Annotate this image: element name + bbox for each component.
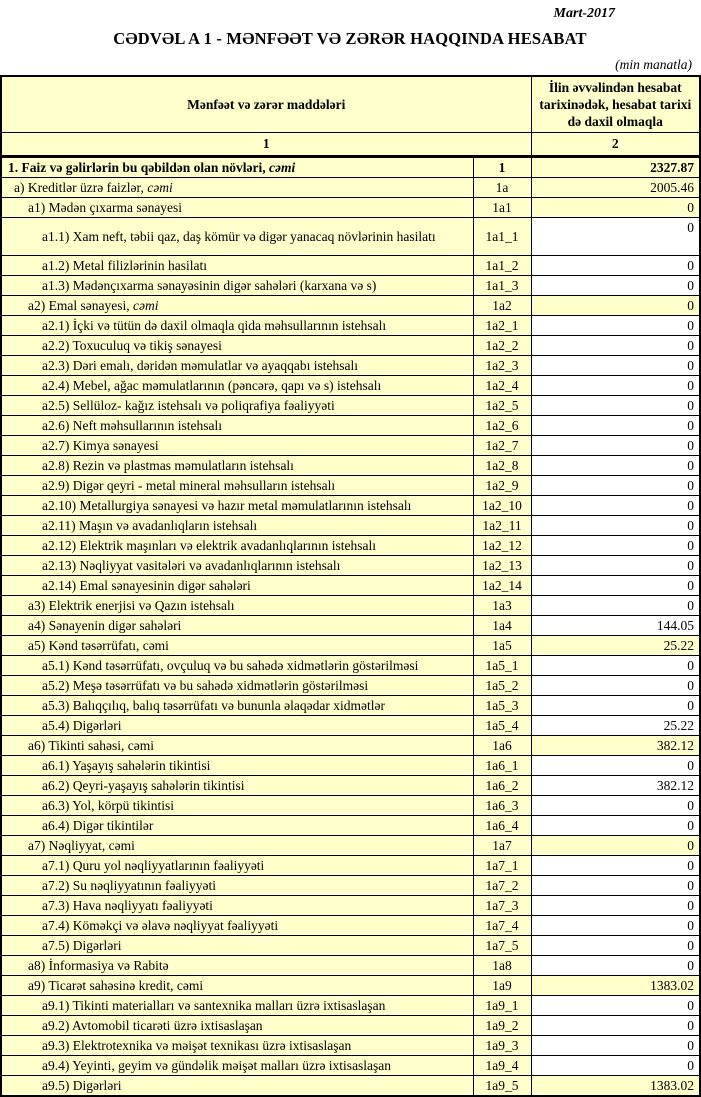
item-value-cell: 0 bbox=[531, 936, 700, 956]
item-label-cell bbox=[1, 856, 473, 876]
item-label: a) Kreditlər üzrə faizlər, bbox=[14, 180, 148, 195]
item-value-cell: 0 bbox=[531, 516, 700, 536]
item-label: a5.4) Digərləri bbox=[42, 718, 122, 733]
item-code-cell: 1a9 bbox=[473, 976, 531, 996]
table-row bbox=[1, 636, 700, 656]
item-label-cell bbox=[1, 876, 473, 896]
item-code-cell: 1a1_1 bbox=[473, 218, 531, 256]
table-row bbox=[1, 157, 700, 178]
item-label-cell bbox=[1, 536, 473, 556]
item-label-cell bbox=[1, 836, 473, 856]
item-label: a6.2) Qeyri-yaşayış sahələrin tikintisi bbox=[42, 778, 245, 793]
item-code-cell: 1a2_11 bbox=[473, 516, 531, 536]
item-label: a5.1) Kənd təsərrüfatı, ovçuluq və bu sahədə xidmətlərin göstərilməsi bbox=[42, 658, 419, 673]
item-value-cell: 0 bbox=[531, 816, 700, 836]
item-label: a6.4) Digər tikintilər bbox=[42, 818, 154, 833]
item-label: a3) Elektrik enerjisi və Qazın istehsalı bbox=[28, 598, 235, 613]
item-value-cell: 0 bbox=[531, 836, 700, 856]
item-value-cell: 25.22 bbox=[531, 636, 700, 656]
item-label: a2.13) Nəqliyyat vasitələri və avadanlıqlarının istehsalı bbox=[42, 558, 341, 573]
table-row bbox=[1, 416, 700, 436]
table-row bbox=[1, 476, 700, 496]
item-code-cell: 1a2_13 bbox=[473, 556, 531, 576]
item-code-cell: 1a7_4 bbox=[473, 916, 531, 936]
item-label-cell bbox=[1, 636, 473, 656]
item-value-cell: 0 bbox=[531, 256, 700, 276]
item-label: a6) Tikinti sahəsi, cəmi bbox=[28, 738, 154, 753]
item-value-cell: 0 bbox=[531, 416, 700, 436]
table-row bbox=[1, 1016, 700, 1036]
table-row bbox=[1, 178, 700, 198]
table-row bbox=[1, 396, 700, 416]
table-row bbox=[1, 956, 700, 976]
item-label: a5.2) Meşə təsərrüfatı və bu sahədə xidmətlərin göstərilməsi bbox=[42, 678, 369, 693]
table-row bbox=[1, 218, 700, 256]
item-code-cell: 1a2_14 bbox=[473, 576, 531, 596]
item-label: 1. Faiz və gəlirlərin bu qəbildən olan növləri, bbox=[8, 160, 269, 175]
item-label-cell bbox=[1, 956, 473, 976]
item-value-cell: 0 bbox=[531, 436, 700, 456]
item-code-cell: 1a2_5 bbox=[473, 396, 531, 416]
table-row bbox=[1, 736, 700, 756]
item-value-cell: 0 bbox=[531, 856, 700, 876]
item-value-cell: 0 bbox=[531, 198, 700, 218]
item-label-cell bbox=[1, 936, 473, 956]
item-value-cell: 2005.46 bbox=[531, 178, 700, 198]
item-label-cell bbox=[1, 436, 473, 456]
item-value-cell: 0 bbox=[531, 276, 700, 296]
item-label-cell bbox=[1, 256, 473, 276]
item-code-cell: 1a3 bbox=[473, 596, 531, 616]
item-label: a9.5) Digərləri bbox=[42, 1078, 122, 1093]
item-value-cell: 0 bbox=[531, 476, 700, 496]
table-row bbox=[1, 336, 700, 356]
item-label: a1.1) Xam neft, təbii qaz, daş kömür və digər yanacaq növlərinin hasilatı bbox=[42, 229, 436, 244]
table-row bbox=[1, 516, 700, 536]
item-label: a7.1) Quru yol nəqliyyatlarının fəaliyyəti bbox=[42, 858, 265, 873]
report-table-body bbox=[1, 157, 700, 1097]
item-label-cell bbox=[1, 336, 473, 356]
table-row bbox=[1, 356, 700, 376]
item-label-cell bbox=[1, 556, 473, 576]
item-code-cell: 1a6_2 bbox=[473, 776, 531, 796]
item-label: a7.2) Su nəqliyyatının fəaliyyəti bbox=[42, 878, 216, 893]
item-code-cell: 1a2_9 bbox=[473, 476, 531, 496]
table-row bbox=[1, 296, 700, 316]
table-row bbox=[1, 496, 700, 516]
table-row bbox=[1, 436, 700, 456]
table-row bbox=[1, 1076, 700, 1097]
item-value-cell: 0 bbox=[531, 756, 700, 776]
item-label-cell bbox=[1, 1036, 473, 1056]
item-label: a2.12) Elektrik maşınları və elektrik avadanlıqlarının istehsalı bbox=[42, 538, 377, 553]
item-code-cell: 1a7_2 bbox=[473, 876, 531, 896]
item-value-cell: 0 bbox=[531, 896, 700, 916]
item-code-cell: 1a1 bbox=[473, 198, 531, 218]
item-label-cell bbox=[1, 736, 473, 756]
table-row bbox=[1, 656, 700, 676]
item-code-cell: 1a9_3 bbox=[473, 1036, 531, 1056]
item-code-cell: 1a2_2 bbox=[473, 336, 531, 356]
table-row bbox=[1, 676, 700, 696]
item-value-cell: 0 bbox=[531, 996, 700, 1016]
item-label-cell bbox=[1, 656, 473, 676]
report-title: CƏDVƏL A 1 - MƏNFƏƏT VƏ ZƏRƏR HAQQINDA HESABAT bbox=[113, 29, 587, 48]
item-value-cell: 1383.02 bbox=[531, 1076, 700, 1097]
item-code-cell: 1a5_4 bbox=[473, 716, 531, 736]
item-label: a5.3) Balıqçılıq, balıq təsərrüfatı və bununla əlaqədar xidmətlər bbox=[42, 698, 385, 713]
item-code-cell: 1a5_3 bbox=[473, 696, 531, 716]
table-row bbox=[1, 1036, 700, 1056]
table-header bbox=[1, 76, 700, 157]
item-label-cell bbox=[1, 996, 473, 1016]
table-row bbox=[1, 596, 700, 616]
item-label: a7.3) Hava nəqliyyatı fəaliyyəti bbox=[42, 898, 213, 913]
item-label-cell bbox=[1, 976, 473, 996]
item-value-cell: 0 bbox=[531, 676, 700, 696]
item-label-cell bbox=[1, 596, 473, 616]
item-value-cell: 0 bbox=[531, 496, 700, 516]
table-row bbox=[1, 996, 700, 1016]
item-label: a6.3) Yol, körpü tikintisi bbox=[42, 798, 175, 813]
table-row bbox=[1, 376, 700, 396]
item-code-cell: 1a7_3 bbox=[473, 896, 531, 916]
table-row bbox=[1, 276, 700, 296]
item-label: a7) Nəqliyyat, cəmi bbox=[28, 838, 135, 853]
item-value-cell: 0 bbox=[531, 296, 700, 316]
item-label: a8) İnformasiya və Rabitə bbox=[28, 958, 169, 973]
item-code-cell: 1a7_1 bbox=[473, 856, 531, 876]
item-value-cell: 0 bbox=[531, 916, 700, 936]
item-code-cell: 1a2_12 bbox=[473, 536, 531, 556]
item-code-cell: 1a7 bbox=[473, 836, 531, 856]
unit-note: (min manatla) bbox=[615, 57, 692, 72]
item-code-cell: 1a2 bbox=[473, 296, 531, 316]
item-value-cell: 0 bbox=[531, 218, 700, 256]
item-label-cell bbox=[1, 296, 473, 316]
item-value-cell: 0 bbox=[531, 376, 700, 396]
item-value-cell: 0 bbox=[531, 1016, 700, 1036]
item-label-cell bbox=[1, 696, 473, 716]
item-label: a2.4) Mebel, ağac məmulatlarının (pəncərə, qapı və s) istehsalı bbox=[42, 378, 382, 393]
item-code-cell: 1a1_3 bbox=[473, 276, 531, 296]
item-value-cell: 2327.87 bbox=[531, 157, 700, 178]
item-label: a2.1) İçki və tütün də daxil olmaqla qida məhsullarının istehsalı bbox=[42, 318, 387, 333]
item-label: a9.1) Tikinti materialları və santexnika malları üzrə ixtisaslaşan bbox=[42, 998, 386, 1013]
item-value-cell: 0 bbox=[531, 596, 700, 616]
item-code-cell: 1a9_1 bbox=[473, 996, 531, 1016]
table-row bbox=[1, 536, 700, 556]
item-label-cell bbox=[1, 776, 473, 796]
item-value-cell: 0 bbox=[531, 576, 700, 596]
item-label: a2.9) Digər qeyri - metal mineral məhsulların istehsalı bbox=[42, 478, 336, 493]
table-row bbox=[1, 856, 700, 876]
table-row bbox=[1, 716, 700, 736]
item-label: a2.2) Toxuculuq və tikiş sənayesi bbox=[42, 338, 222, 353]
item-label: a2.5) Sellüloz- kağız istehsalı və poliqrafiya fəaliyyəti bbox=[42, 398, 335, 413]
item-code-cell: 1a9_5 bbox=[473, 1076, 531, 1097]
item-label-cell bbox=[1, 218, 473, 256]
table-row bbox=[1, 936, 700, 956]
item-value-cell: 1383.02 bbox=[531, 976, 700, 996]
item-label-cell bbox=[1, 576, 473, 596]
table-row bbox=[1, 916, 700, 936]
table-row bbox=[1, 796, 700, 816]
item-label: a1.3) Mədənçıxarma sənayəsinin digər sahələri (karxana və s) bbox=[42, 278, 377, 293]
item-label-cell bbox=[1, 756, 473, 776]
item-value-cell: 0 bbox=[531, 1036, 700, 1056]
item-value-cell: 0 bbox=[531, 1056, 700, 1076]
table-row bbox=[1, 976, 700, 996]
item-label-suffix: cəmi bbox=[132, 298, 159, 313]
item-value-cell: 0 bbox=[531, 956, 700, 976]
item-label: a1.2) Metal filizlərinin hasilatı bbox=[42, 258, 207, 273]
item-code-cell: 1a8 bbox=[473, 956, 531, 976]
item-label-suffix: cəmi bbox=[269, 160, 296, 175]
item-value-cell: 0 bbox=[531, 876, 700, 896]
item-code-cell: 1a2_1 bbox=[473, 316, 531, 336]
item-label-cell bbox=[1, 356, 473, 376]
item-label-cell bbox=[1, 316, 473, 336]
item-code-cell: 1a7_5 bbox=[473, 936, 531, 956]
item-value-cell: 0 bbox=[531, 356, 700, 376]
item-label: a2.7) Kimya sənayesi bbox=[42, 438, 159, 453]
item-label: a2.8) Rezin və plastmas məmulatların istehsalı bbox=[42, 458, 294, 473]
table-row bbox=[1, 896, 700, 916]
item-code-cell: 1a1_2 bbox=[473, 256, 531, 276]
item-label: a2.10) Metallurgiya sənayesi və hazır metal məmulatlarının istehsalı bbox=[42, 498, 412, 513]
profit-loss-table bbox=[0, 75, 701, 1097]
item-label: a9.2) Avtomobil ticarəti üzrə ixtisaslaşan bbox=[42, 1018, 263, 1033]
item-label: a2) Emal sənayesi, bbox=[28, 298, 133, 313]
item-value-cell: 382.12 bbox=[531, 736, 700, 756]
item-label-cell bbox=[1, 716, 473, 736]
item-value-cell: 144.05 bbox=[531, 616, 700, 636]
item-value-cell: 0 bbox=[531, 656, 700, 676]
item-code-cell: 1a5_1 bbox=[473, 656, 531, 676]
item-label-cell bbox=[1, 476, 473, 496]
item-label-cell bbox=[1, 157, 473, 178]
item-code-cell: 1a4 bbox=[473, 616, 531, 636]
item-value-cell: 0 bbox=[531, 336, 700, 356]
table-row bbox=[1, 836, 700, 856]
report-period-label: Mart-2017 bbox=[553, 6, 615, 21]
item-label-cell bbox=[1, 1076, 473, 1097]
item-code-cell: 1a5_2 bbox=[473, 676, 531, 696]
item-label: a2.11) Maşın və avadanlıqların istehsalı bbox=[42, 518, 258, 533]
item-label: a4) Sənayenin digər sahələri bbox=[28, 618, 182, 633]
item-label-suffix: cəmi bbox=[147, 180, 173, 195]
table-row bbox=[1, 876, 700, 896]
item-label-cell bbox=[1, 916, 473, 936]
item-code-cell: 1a bbox=[473, 178, 531, 198]
item-code-cell: 1a6_4 bbox=[473, 816, 531, 836]
item-label-cell bbox=[1, 276, 473, 296]
item-label-cell bbox=[1, 198, 473, 218]
item-label: a2.6) Neft məhsullarının istehsalı bbox=[42, 418, 222, 433]
item-code-cell: 1a6 bbox=[473, 736, 531, 756]
item-label: a2.14) Emal sənayesinin digər sahələri bbox=[42, 578, 251, 593]
item-label-cell bbox=[1, 496, 473, 516]
column-header-value: İlin əvvəlindən hesabat tarixinədək, hesabat tarixi də daxil olmaqla bbox=[531, 76, 700, 133]
item-label: a9.3) Elektrotexnika və məişət texnikası üzrə ixtisaslaşan bbox=[42, 1038, 352, 1053]
column-number-value: 2 bbox=[531, 133, 700, 157]
item-label-cell bbox=[1, 676, 473, 696]
item-label-cell bbox=[1, 456, 473, 476]
item-code-cell: 1a6_3 bbox=[473, 796, 531, 816]
item-code-cell: 1a9_4 bbox=[473, 1056, 531, 1076]
item-label: a9.4) Yeyinti, geyim və gündəlik məişət malları üzrə ixtisaslaşan bbox=[42, 1058, 392, 1073]
item-label: a5) Kənd təsərrüfatı, cəmi bbox=[28, 638, 169, 653]
item-code-cell: 1a5 bbox=[473, 636, 531, 656]
item-value-cell: 0 bbox=[531, 796, 700, 816]
table-row bbox=[1, 456, 700, 476]
table-row bbox=[1, 256, 700, 276]
item-label: a9) Ticarət sahəsinə kredit, cəmi bbox=[28, 978, 204, 993]
table-row bbox=[1, 1056, 700, 1076]
item-value-cell: 382.12 bbox=[531, 776, 700, 796]
item-code-cell: 1a2_10 bbox=[473, 496, 531, 516]
table-row bbox=[1, 316, 700, 336]
table-row bbox=[1, 616, 700, 636]
item-value-cell: 0 bbox=[531, 456, 700, 476]
item-label-cell bbox=[1, 616, 473, 636]
table-row bbox=[1, 696, 700, 716]
table-row bbox=[1, 776, 700, 796]
table-row bbox=[1, 816, 700, 836]
table-row bbox=[1, 198, 700, 218]
item-code-cell: 1a2_7 bbox=[473, 436, 531, 456]
item-value-cell: 0 bbox=[531, 396, 700, 416]
item-code-cell: 1 bbox=[473, 157, 531, 178]
item-code-cell: 1a2_4 bbox=[473, 376, 531, 396]
item-value-cell: 0 bbox=[531, 556, 700, 576]
item-label: a1) Mədən çıxarma sənayesi bbox=[28, 200, 183, 215]
item-label-cell bbox=[1, 376, 473, 396]
item-label: a6.1) Yaşayış sahələrin tikintisi bbox=[42, 758, 211, 773]
item-label-cell bbox=[1, 896, 473, 916]
column-number-items: 1 bbox=[1, 133, 531, 157]
item-code-cell: 1a9_2 bbox=[473, 1016, 531, 1036]
item-label-cell bbox=[1, 1016, 473, 1036]
item-label-cell bbox=[1, 816, 473, 836]
item-label-cell bbox=[1, 178, 473, 198]
item-value-cell: 25.22 bbox=[531, 716, 700, 736]
item-code-cell: 1a2_3 bbox=[473, 356, 531, 376]
table-row bbox=[1, 756, 700, 776]
item-code-cell: 1a6_1 bbox=[473, 756, 531, 776]
item-label: a2.3) Dəri emalı, dəridən məmulatlar və ayaqqabı istehsalı bbox=[42, 358, 359, 373]
item-label-cell bbox=[1, 796, 473, 816]
item-value-cell: 0 bbox=[531, 536, 700, 556]
item-label: a7.5) Digərləri bbox=[42, 938, 122, 953]
item-value-cell: 0 bbox=[531, 316, 700, 336]
table-row bbox=[1, 556, 700, 576]
item-label-cell bbox=[1, 396, 473, 416]
item-label-cell bbox=[1, 416, 473, 436]
table-row bbox=[1, 576, 700, 596]
item-label-cell bbox=[1, 516, 473, 536]
item-label-cell bbox=[1, 1056, 473, 1076]
item-label: a7.4) Köməkçi və əlavə nəqliyyat fəaliyyəti bbox=[42, 918, 279, 933]
item-code-cell: 1a2_6 bbox=[473, 416, 531, 436]
column-header-items: Mənfəət və zərər maddələri bbox=[1, 76, 531, 133]
item-code-cell: 1a2_8 bbox=[473, 456, 531, 476]
item-value-cell: 0 bbox=[531, 696, 700, 716]
